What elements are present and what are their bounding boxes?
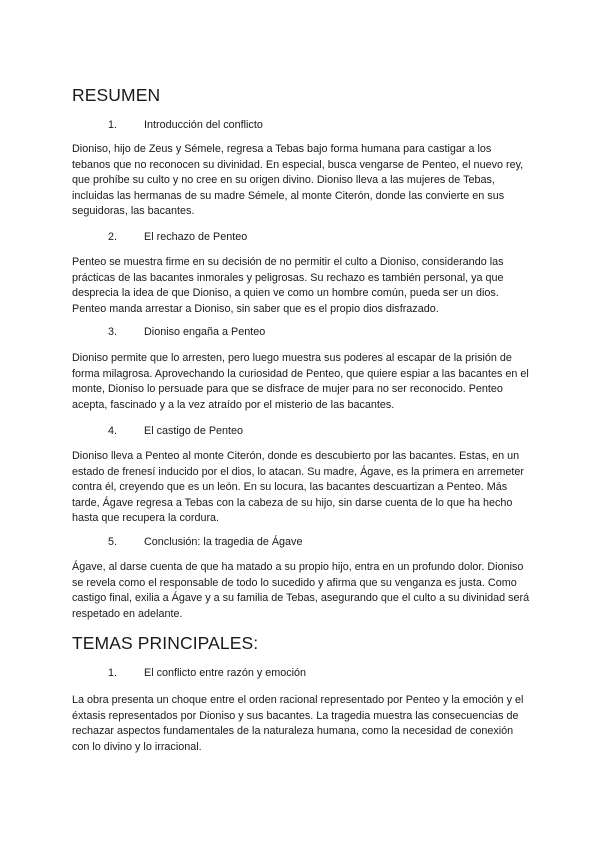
section-number: 5.	[108, 536, 118, 548]
section-paragraph-1: Dioniso, hijo de Zeus y Sémele, regresa a Tebas bajo forma humana para castigar a los tebanos que no reconocen su divinidad. En especial, busca vengarse de Penteo, el nuevo rey, que prohíbe su culto y no cree en su origen divino. Dioniso lleva a las mujeres de Tebas, incluidas las hermanas de su madre Sémele, al monte Citerón, donde las convierte en sus seguidoras, las bacantes.	[72, 143, 524, 218]
section-number: 2.	[108, 231, 118, 243]
section-heading-4	[108, 425, 243, 437]
section-paragraph-3: Dioniso permite que lo arresten, pero luego muestra sus poderes al escapar de la prisión de forma milagrosa. Aprovechando la curiosidad de Penteo, que quiere espiar a las bacantes en el monte, Dioniso lo persuade para que se disfrace de mujer para no ser reconocido. Penteo acepta, fascinado y a la vez atraído por el misterio de las bacantes.	[72, 352, 529, 411]
section-number: 3.	[108, 326, 118, 338]
tema-paragraph-1: La obra presenta un choque entre el orden racional representado por Penteo y la emoción y el éxtasis representados por Dioniso y sus bacantes. La tragedia muestra las consecuencias de rechazar aspectos fundamentales de la naturaleza humana, como la necesidad de conexión con lo divino y lo irracional.	[72, 694, 524, 753]
section-title: El rechazo de Penteo	[144, 231, 248, 243]
section-number: 1.	[108, 119, 118, 131]
section-number: 1.	[108, 667, 118, 679]
section-paragraph-5: Ágave, al darse cuenta de que ha matado a su propio hijo, entra en un profundo dolor. Dioniso se revela como el responsable de todo lo sucedido y afirma que su venganza es justa. Como castigo final, exilia a Ágave y a su familia de Tebas, asegurando que el culto a su divinidad será respetado en adelante.	[72, 561, 530, 620]
temas-heading: TEMAS PRINCIPALES:	[72, 633, 259, 653]
resumen-heading: RESUMEN	[72, 85, 161, 105]
section-title: Introducción del conflicto	[144, 119, 263, 131]
section-number: 4.	[108, 425, 118, 437]
section-heading-2	[108, 231, 247, 243]
section-paragraph-4: Dioniso lleva a Penteo al monte Citerón, donde es descubierto por las bacantes. Estas, en un estado de frenesí inducido por el dios, lo atacan. Su madre, Ágave, es la primera en arremeter contra él, creyendo que es un león. En su locura, las bacantes descuartizan a Penteo. Más tarde, Ágave regresa a Tebas con la cabeza de su hijo, sin darse cuenta de lo que ha hecho hasta que recupera la cordura.	[72, 450, 524, 525]
section-heading-1	[108, 119, 263, 131]
section-heading-5	[108, 536, 302, 548]
section-title: El castigo de Penteo	[144, 425, 244, 437]
section-title: El conflicto entre razón y emoción	[144, 667, 307, 679]
section-paragraph-2: Penteo se muestra firme en su decisión de no permitir el culto a Dioniso, considerando las prácticas de las bacantes inmorales y peligrosas. Su rechazo es también personal, ya que desprecia la idea de que Dioniso, a quien ve como un hombre común, pueda ser un dios. Penteo manda arrestar a Dioniso, sin saber que es el propio dios disfrazado.	[72, 256, 504, 315]
section-heading-3	[108, 326, 265, 338]
section-title: Conclusión: la tragedia de Ágave	[144, 536, 303, 548]
section-title: Dioniso engaña a Penteo	[144, 326, 266, 338]
tema-heading-1	[108, 667, 306, 679]
